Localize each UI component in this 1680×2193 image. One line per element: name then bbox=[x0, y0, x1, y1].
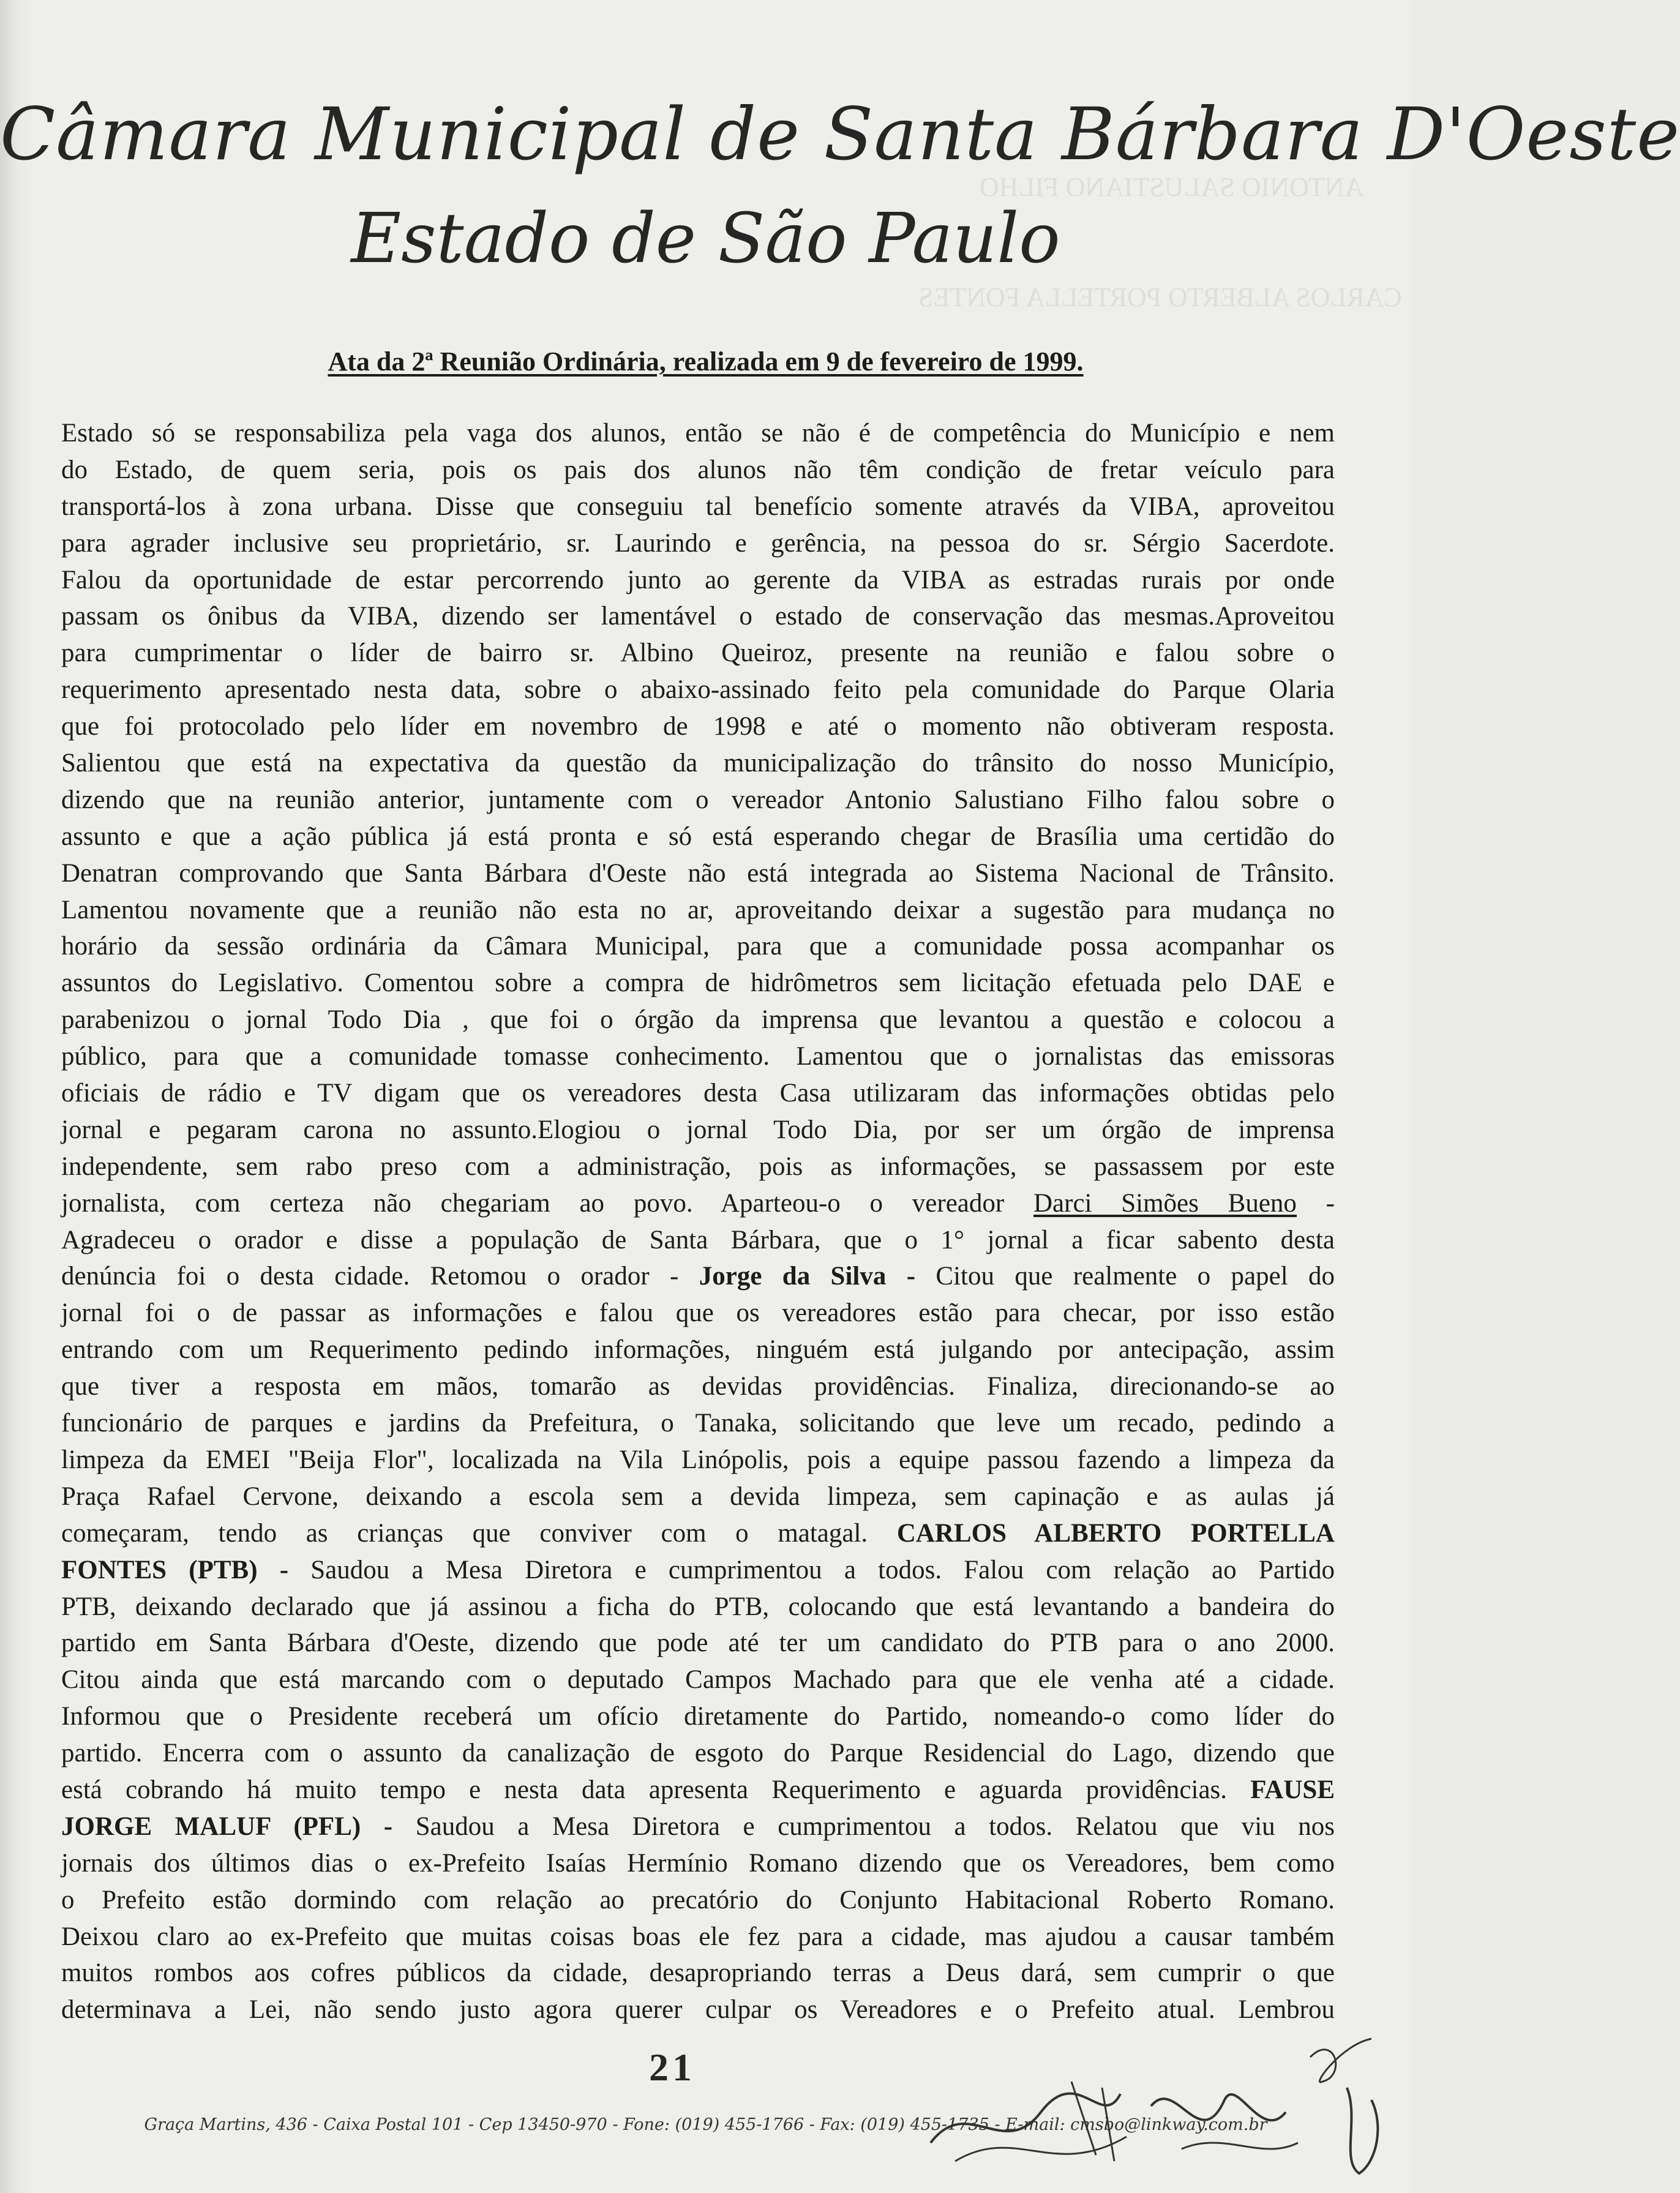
handwritten-signatures bbox=[918, 2020, 1396, 2180]
page-number: 21 bbox=[649, 2045, 696, 2089]
body-text-segment: passam os ônibus da VIBA, dizendo ser lamentável o estado de conservação das mesmas.Aproveitou bbox=[61, 602, 1335, 631]
body-line bbox=[61, 1515, 1335, 1552]
body-line bbox=[61, 489, 1335, 525]
body-line bbox=[61, 1405, 1335, 1442]
body-text-segment: do Estado, de quem seria, pois os pais dos alunos não têm condição de fretar veículo para bbox=[61, 455, 1335, 484]
body-text-segment: requerimento apresentado nesta data, sobre o abaixo-assinado feito pela comunidade do Parque Olaria bbox=[61, 675, 1335, 705]
body-line bbox=[61, 1809, 1335, 1845]
letterhead-subtitle: Estado de São Paulo bbox=[351, 199, 1060, 279]
body-line bbox=[61, 1112, 1335, 1149]
body-line bbox=[61, 928, 1335, 965]
body-text-segment: público, para que a comunidade tomasse conhecimento. Lamentou que o jornalistas das emissoras bbox=[61, 1042, 1335, 1071]
body-line bbox=[61, 1882, 1335, 1919]
body-text-segment: o Prefeito estão dormindo com relação ao precatório do Conjunto Habitacional Roberto Romano. bbox=[61, 1885, 1335, 1914]
body-line bbox=[61, 819, 1335, 855]
body-text-segment: - bbox=[1296, 1188, 1335, 1218]
body-text-segment: está cobrando há muito tempo e nesta data apresenta Requerimento e aguarda providências. bbox=[61, 1775, 1251, 1804]
body-text-segment: que foi protocolado pelo líder em novembro de 1998 e até o momento não obtiveram resposta. bbox=[61, 712, 1335, 741]
body-line bbox=[61, 1662, 1335, 1698]
minutes-title: Ata da 2ª Reunião Ordinária, realizada em 9 de fevereiro de 1999. bbox=[328, 347, 1084, 377]
body-line bbox=[61, 1075, 1335, 1112]
speaker-name: Jorge da Silva - bbox=[699, 1262, 916, 1291]
body-line bbox=[61, 1038, 1335, 1075]
body-text-segment: horário da sessão ordinária da Câmara Municipal, para que a comunidade possa acompanhar os bbox=[61, 932, 1335, 961]
body-text-segment: limpeza da EMEI "Beija Flor", localizada na Vila Linópolis, pois a equipe passou fazendo a limpeza da bbox=[61, 1445, 1335, 1474]
body-text-segment: assuntos do Legislativo. Comentou sobre a compra de hidrômetros sem licitação efetuada pelo DAE e bbox=[61, 969, 1335, 998]
body-line bbox=[61, 965, 1335, 1002]
bleed-through-text: CARLOS ALBERTO PORTELLA FONTES bbox=[918, 282, 1402, 312]
body-text-segment: que tiver a resposta em mãos, tomarão as devidas providências. Finaliza, direcionando-se ao bbox=[61, 1372, 1335, 1401]
body-line bbox=[61, 1552, 1335, 1589]
speaker-name: FAUSE bbox=[1250, 1775, 1335, 1804]
body-text-segment: independente, sem rabo preso com a administração, pois as informações, se passassem por este bbox=[61, 1152, 1335, 1181]
body-text-segment: Citou que realmente o papel do bbox=[915, 1262, 1335, 1291]
speaker-name: FONTES (PTB) - bbox=[61, 1555, 289, 1584]
body-text-segment: para cumprimentar o líder de bairro sr. Albino Queiroz, presente na reunião e falou sobre o bbox=[61, 639, 1335, 668]
body-line bbox=[61, 1295, 1335, 1332]
body-line bbox=[61, 1479, 1335, 1515]
body-text-segment: dizendo que na reunião anterior, juntamente com o vereador Antonio Salustiano Filho falou sobre o bbox=[61, 785, 1335, 814]
body-text-segment: jornalista, com certeza não chegariam ao povo. Aparteou-o o vereador bbox=[61, 1188, 1033, 1218]
body-text-segment: funcionário de parques e jardins da Prefeitura, o Tanaka, solicitando que leve um recado, pedindo a bbox=[61, 1409, 1335, 1438]
body-text-segment: Falou da oportunidade de estar percorrendo junto ao gerente da VIBA as estradas rurais por onde bbox=[61, 565, 1335, 594]
body-line bbox=[61, 1698, 1335, 1735]
body-line bbox=[61, 1735, 1335, 1772]
body-text-segment: jornal foi o de passar as informações e falou que os vereadores estão para checar, por isso estão bbox=[61, 1299, 1335, 1328]
body-text-segment: Estado só se responsabiliza pela vaga dos alunos, então se não é de competência do Município e nem bbox=[61, 419, 1335, 448]
body-text-segment: jornais dos últimos dias o ex-Prefeito Isaías Hermínio Romano dizendo que os Vereadores, bem como bbox=[61, 1848, 1335, 1878]
body-text-segment: partido. Encerra com o assunto da canalização de esgoto do Parque Residencial do Lago, dizendo que bbox=[61, 1739, 1335, 1768]
body-line bbox=[61, 782, 1335, 819]
body-text-segment: oficiais de rádio e TV digam que os vereadores desta Casa utilizaram das informações obtidas pelo bbox=[61, 1079, 1335, 1108]
body-line bbox=[61, 635, 1335, 672]
body-text-segment: Lamentou novamente que a reunião não esta no ar, aproveitando deixar a sugestão para mudança no bbox=[61, 895, 1335, 924]
bleed-through-text: ANTONIO SALUSTIANO FILHO bbox=[980, 172, 1364, 202]
body-text-segment: muitos rombos aos cofres públicos da cidade, desapropriando terras a Deus dará, sem cumprir o que bbox=[61, 1959, 1335, 1988]
letterhead-title: Câmara Municipal de Santa Bárbara D'Oeste bbox=[0, 92, 1680, 176]
body-line bbox=[61, 1368, 1335, 1405]
speaker-name: CARLOS ALBERTO PORTELLA bbox=[896, 1518, 1335, 1548]
body-line bbox=[61, 1442, 1335, 1479]
body-line bbox=[61, 1258, 1335, 1295]
minutes-body bbox=[61, 415, 1335, 2028]
underlined-name: Darci Simões Bueno bbox=[1033, 1188, 1297, 1218]
body-text-segment: Saudou a Mesa Diretora e cumprimentou a todos. Relatou que viu nos bbox=[392, 1812, 1335, 1841]
letterhead-footer: Graça Martins, 436 - Caixa Postal 101 - Cep 13450-970 - Fone: (019) 455-1766 - Fax: (019) 455-1735 - E-mail: cmsbo@linkway.com.br bbox=[144, 2115, 1267, 2134]
body-line bbox=[61, 525, 1335, 562]
body-line bbox=[61, 1002, 1335, 1038]
body-line bbox=[61, 1845, 1335, 1882]
body-text-segment: partido em Santa Bárbara d'Oeste, dizendo que pode até ter um candidato do PTB para o ano 2000. bbox=[61, 1629, 1335, 1658]
body-text-segment: começaram, tendo as crianças que conviver com o matagal. bbox=[61, 1518, 897, 1548]
body-text-segment: determinava a Lei, não sendo justo agora querer culpar os Vereadores e o Prefeito atual. Lembrou bbox=[61, 1995, 1335, 2025]
body-line bbox=[61, 1332, 1335, 1368]
body-text-segment: parabenizou o jornal Todo Dia , que foi o órgão da imprensa que levantou a questão e colocou a bbox=[61, 1005, 1335, 1035]
body-line bbox=[61, 562, 1335, 599]
body-line bbox=[61, 598, 1335, 635]
body-line bbox=[61, 708, 1335, 745]
body-text-segment: Praça Rafael Cervone, deixando a escola sem a devida limpeza, sem capinação e as aulas já bbox=[61, 1482, 1335, 1511]
body-line bbox=[61, 1185, 1335, 1222]
body-text-segment: Citou ainda que está marcando com o deputado Campos Machado para que ele venha até a cidade. bbox=[61, 1665, 1335, 1695]
body-text-segment: jornal e pegaram carona no assunto.Elogiou o jornal Todo Dia, por ser um órgão de imprensa bbox=[61, 1115, 1335, 1144]
body-line bbox=[61, 452, 1335, 489]
body-line bbox=[61, 855, 1335, 892]
body-text-segment: Agradeceu o orador e disse a população de Santa Bárbara, que o 1° jornal a ficar sabento desta bbox=[61, 1225, 1335, 1254]
body-line bbox=[61, 672, 1335, 708]
body-text-segment: Deixou claro ao ex-Prefeito que muitas coisas boas ele fez para a cidade, mas ajudou a causar também bbox=[61, 1922, 1335, 1951]
body-text-segment: Informou que o Presidente receberá um ofício diretamente do Partido, nomeando-o como líder do bbox=[61, 1702, 1335, 1731]
body-text-segment: Saudou a Mesa Diretora e cumprimentou a todos. Falou com relação ao Partido bbox=[288, 1555, 1335, 1584]
body-text-segment: transportá-los à zona urbana. Disse que conseguiu tal benefício somente através da VIBA, aproveitou bbox=[61, 492, 1335, 521]
body-line bbox=[61, 1589, 1335, 1625]
body-text-segment: Denatran comprovando que Santa Bárbara d'Oeste não está integrada ao Sistema Nacional de Trânsito. bbox=[61, 858, 1335, 888]
body-line bbox=[61, 1222, 1335, 1259]
body-line bbox=[61, 1919, 1335, 1955]
body-line bbox=[61, 1149, 1335, 1185]
body-text-segment: Salientou que está na expectativa da questão da municipalização do trânsito do nosso Município, bbox=[61, 749, 1335, 778]
body-text-segment: entrando com um Requerimento pedindo informações, ninguém está julgando por antecipação, assim bbox=[61, 1335, 1335, 1365]
body-line bbox=[61, 415, 1335, 452]
body-line bbox=[61, 1772, 1335, 1809]
body-line bbox=[61, 1955, 1335, 1992]
body-text-segment: denúncia foi o desta cidade. Retomou o orador - bbox=[61, 1262, 699, 1291]
body-text-segment: para agrader inclusive seu proprietário, sr. Laurindo e gerência, na pessoa do sr. Sérgio Sacerdote. bbox=[61, 528, 1335, 558]
body-line bbox=[61, 892, 1335, 929]
body-line bbox=[61, 1625, 1335, 1662]
speaker-name: JORGE MALUF (PFL) - bbox=[61, 1812, 393, 1841]
body-line bbox=[61, 745, 1335, 782]
body-text-segment: assunto e que a ação pública já está pronta e só está esperando chegar de Brasília uma certidão do bbox=[61, 822, 1335, 851]
body-text-segment: PTB, deixando declarado que já assinou a ficha do PTB, colocando que está levantando a bandeira do bbox=[61, 1592, 1335, 1621]
